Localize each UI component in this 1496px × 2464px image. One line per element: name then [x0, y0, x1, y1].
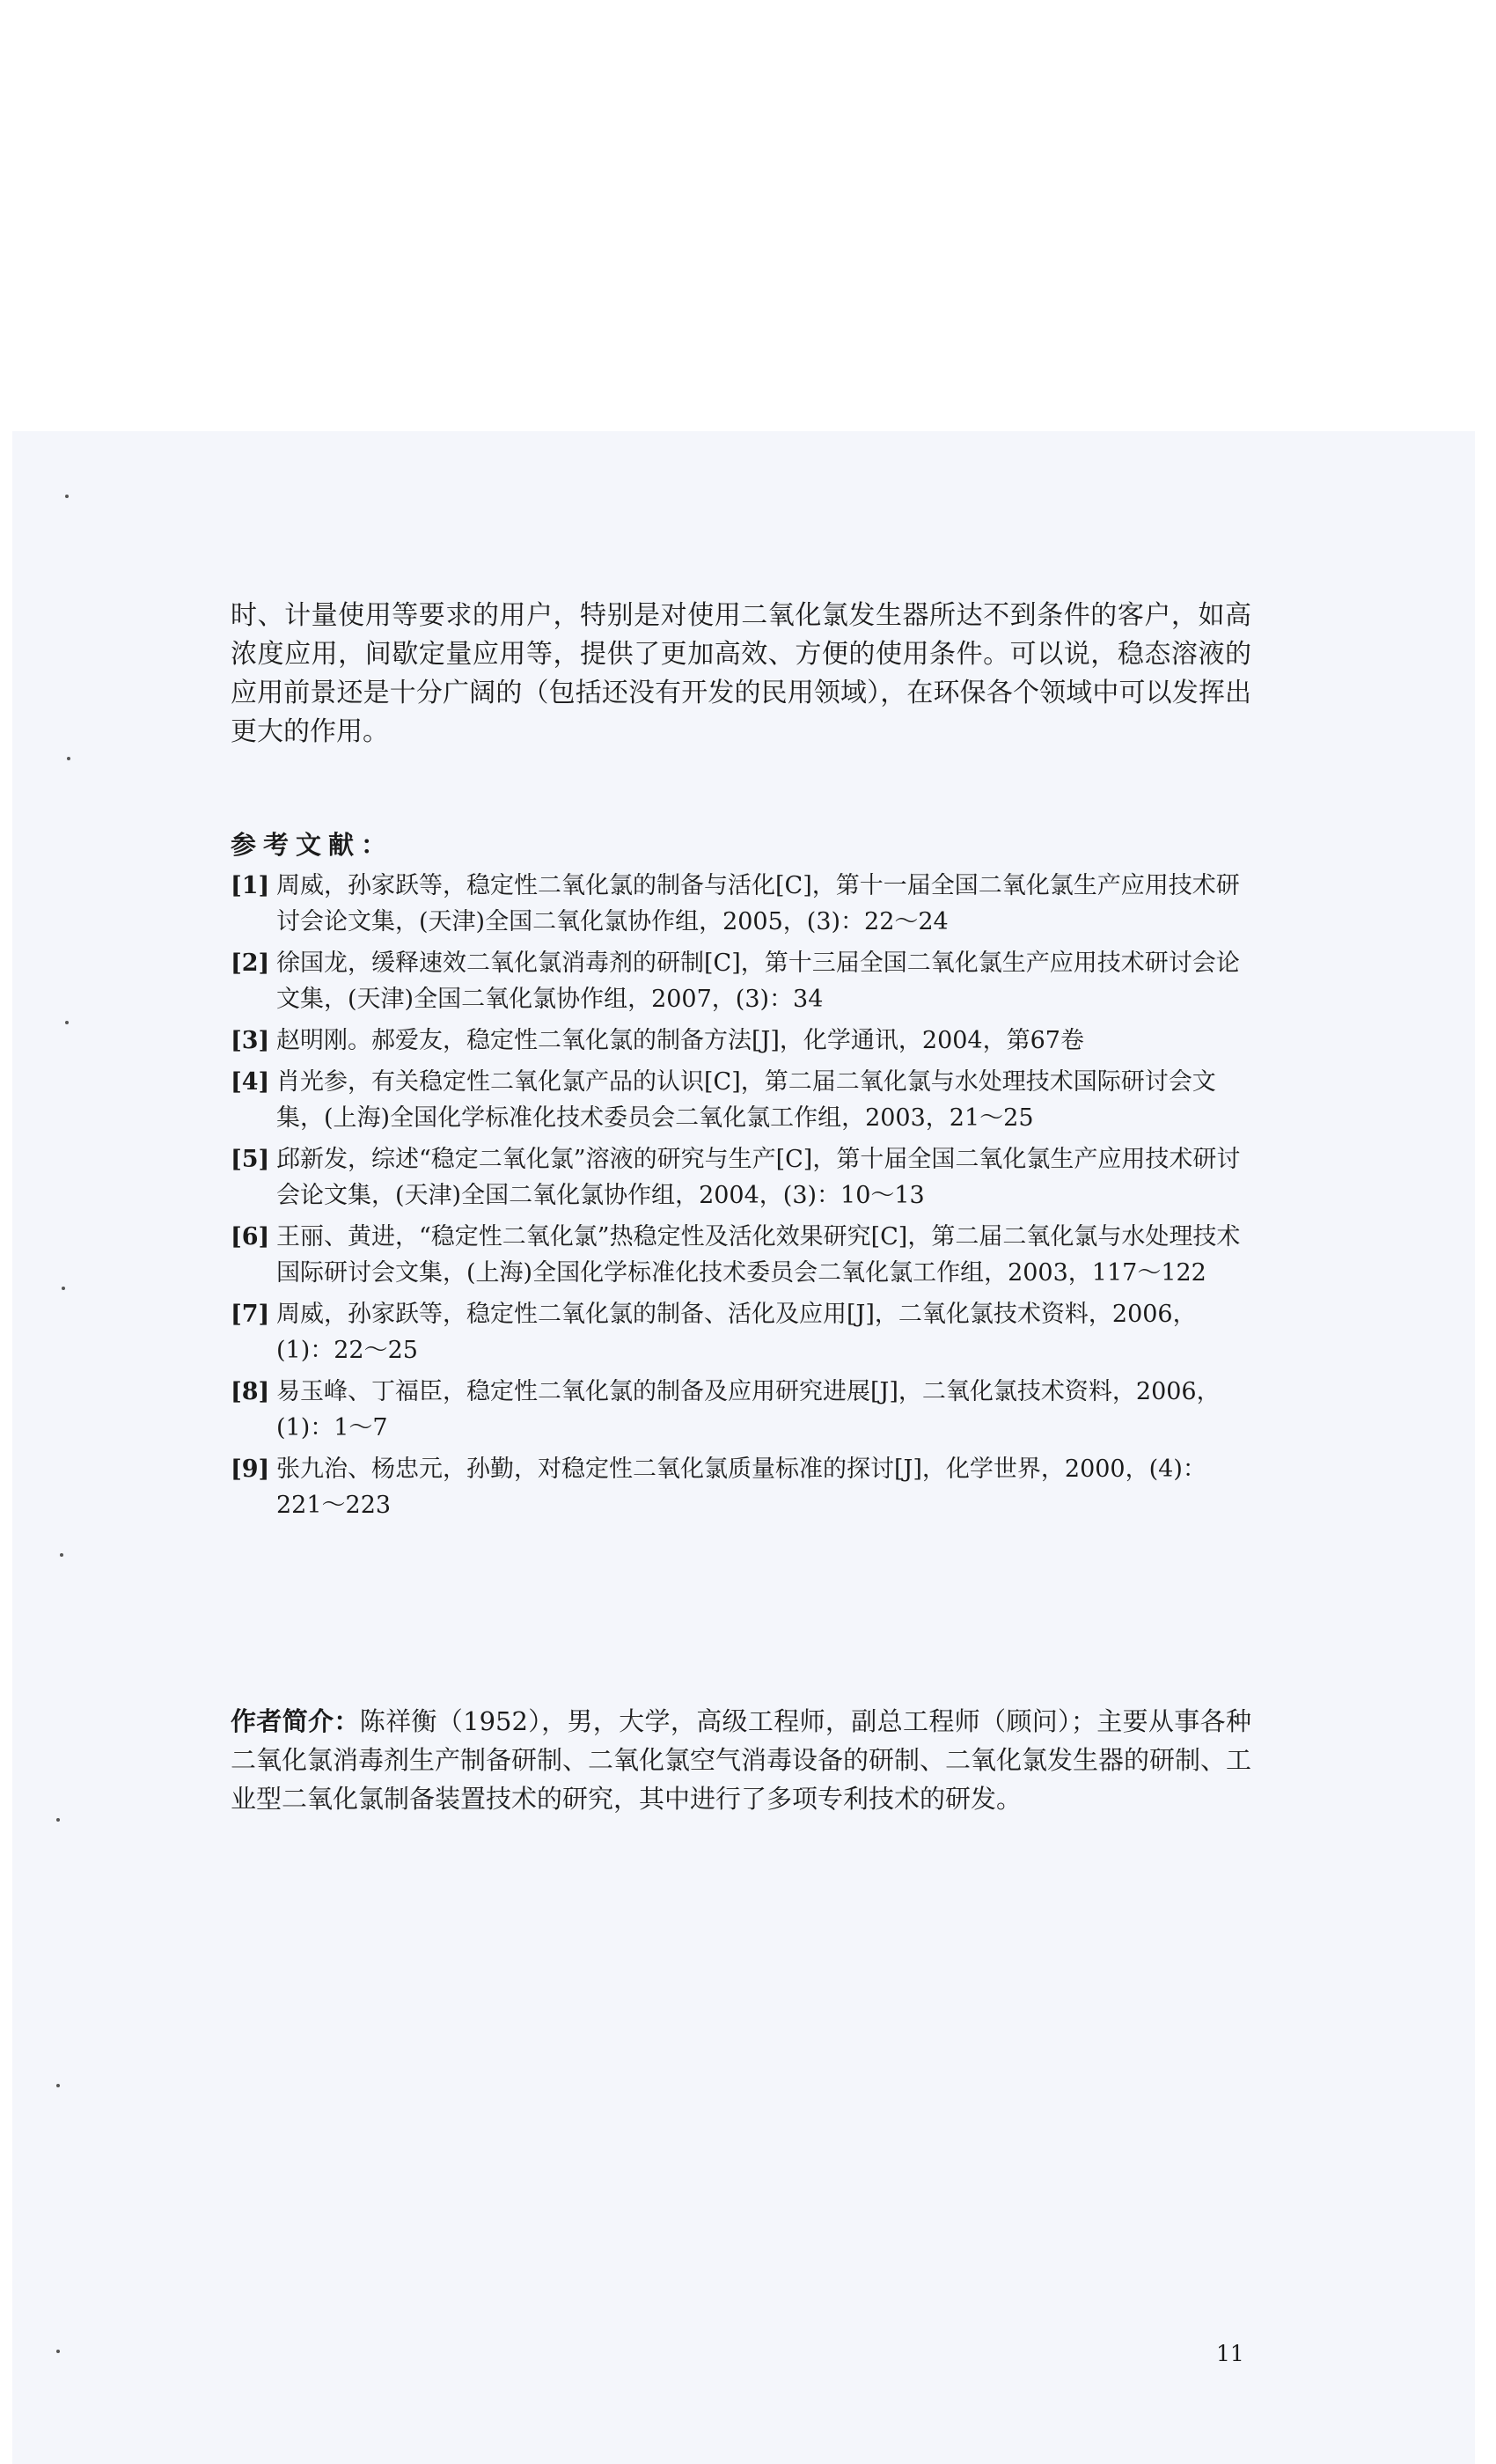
- reference-text: 徐国龙，缓释速效二氧化氯消毒剂的研制[C]，第十三届全国二氧化氯生产应用技术研讨会论文集，(天津)全国二氧化氯协作组，2007，(3)：34: [276, 950, 1240, 1013]
- reference-item: [231, 868, 1251, 940]
- reference-item: [231, 1023, 1251, 1059]
- body-paragraph: 时、计量使用等要求的用户，特别是对使用二氧化氯发生器所达不到条件的客户，如高浓度应用，间歇定量应用等，提供了更加高效、方便的使用条件。可以说，稳态溶液的应用前景还是十分广阔的（包括还没有开发的民用领域），在环保各个领域中可以发挥出更大的作用。: [231, 600, 1251, 747]
- reference-text: 周威，孙家跃等，稳定性二氧化氯的制备与活化[C]，第十一届全国二氧化氯生产应用技术研讨会论文集，(天津)全国二氧化氯协作组，2005，(3)：22～24: [276, 872, 1240, 935]
- page-number: 11: [1216, 2341, 1244, 2366]
- reference-item: [231, 1451, 1251, 1523]
- reference-number: [9]: [231, 1456, 270, 1483]
- reference-text: 周威，孙家跃等，稳定性二氧化氯的制备、活化及应用[J]，二氧化氯技术资料，2006，(1)：22～25: [276, 1301, 1197, 1364]
- reference-number: [7]: [231, 1301, 270, 1328]
- scan-speck: [65, 1021, 69, 1024]
- reference-item: [231, 1141, 1251, 1214]
- reference-text: 王丽、黄进，“稳定性二氧化氯”热稳定性及活化效果研究[C]，第二届二氧化氯与水处理技术国际研讨会文集，(上海)全国化学标准化技术委员会二氧化氯工作组，2003，117～122: [276, 1223, 1241, 1287]
- reference-number: [1]: [231, 872, 270, 899]
- reference-item: [231, 945, 1251, 1017]
- author-bio-text: 陈祥衡（1952），男，大学，高级工程师，副总工程师（顾问）；主要从事各种二氧化氯消毒剂生产制备研制、二氧化氯空气消毒设备的研制、二氧化氯发生器的研制、工业型二氧化氯制备装置技术的研究，其中进行了多项专利技术的研发。: [231, 1706, 1252, 1814]
- reference-text: 张九治、杨忠元，孙勤，对稳定性二氧化氯质量标准的探讨[J]，化学世界，2000，(4)：221～223: [276, 1456, 1206, 1519]
- reference-number: [4]: [231, 1068, 270, 1096]
- reference-item: [231, 1219, 1251, 1291]
- reference-text: 易玉峰、丁福臣，稳定性二氧化氯的制备及应用研究进展[J]，二氧化氯技术资料，2006，(1)：1～7: [276, 1378, 1221, 1441]
- reference-number: [8]: [231, 1378, 270, 1405]
- reference-number: [5]: [231, 1146, 270, 1173]
- reference-number: [3]: [231, 1027, 270, 1054]
- reference-number: [6]: [231, 1223, 270, 1250]
- scan-speck: [65, 495, 69, 498]
- reference-item: [231, 1064, 1251, 1136]
- reference-text: 赵明刚。郝爱友，稳定性二氧化氯的制备方法[J]，化学通讯，2004，第67卷: [276, 1027, 1084, 1054]
- scan-speck: [60, 1553, 63, 1557]
- reference-list: [231, 868, 1251, 1529]
- scan-speck: [62, 1287, 65, 1290]
- reference-item: [231, 1296, 1251, 1368]
- reference-text: 邱新发，综述“稳定二氧化氯”溶液的研究与生产[C]，第十届全国二氧化氯生产应用技术研讨会论文集，(天津)全国二氧化氯协作组，2004，(3)：10～13: [276, 1146, 1241, 1209]
- reference-item: [231, 1374, 1251, 1446]
- scan-speck: [56, 2350, 60, 2353]
- author-bio: [231, 1702, 1251, 1818]
- reference-text: 肖光参，有关稳定性二氧化氯产品的认识[C]，第二届二氧化氯与水处理技术国际研讨会文集，(上海)全国化学标准化技术委员会二氧化氯工作组，2003，21～25: [276, 1068, 1216, 1132]
- author-bio-label: 作者简介：: [231, 1706, 360, 1736]
- scan-speck: [56, 1818, 60, 1822]
- reference-number: [2]: [231, 950, 270, 977]
- scan-speck: [67, 757, 70, 760]
- references-heading: 参考文献：: [231, 830, 394, 860]
- scan-speck: [56, 2084, 60, 2087]
